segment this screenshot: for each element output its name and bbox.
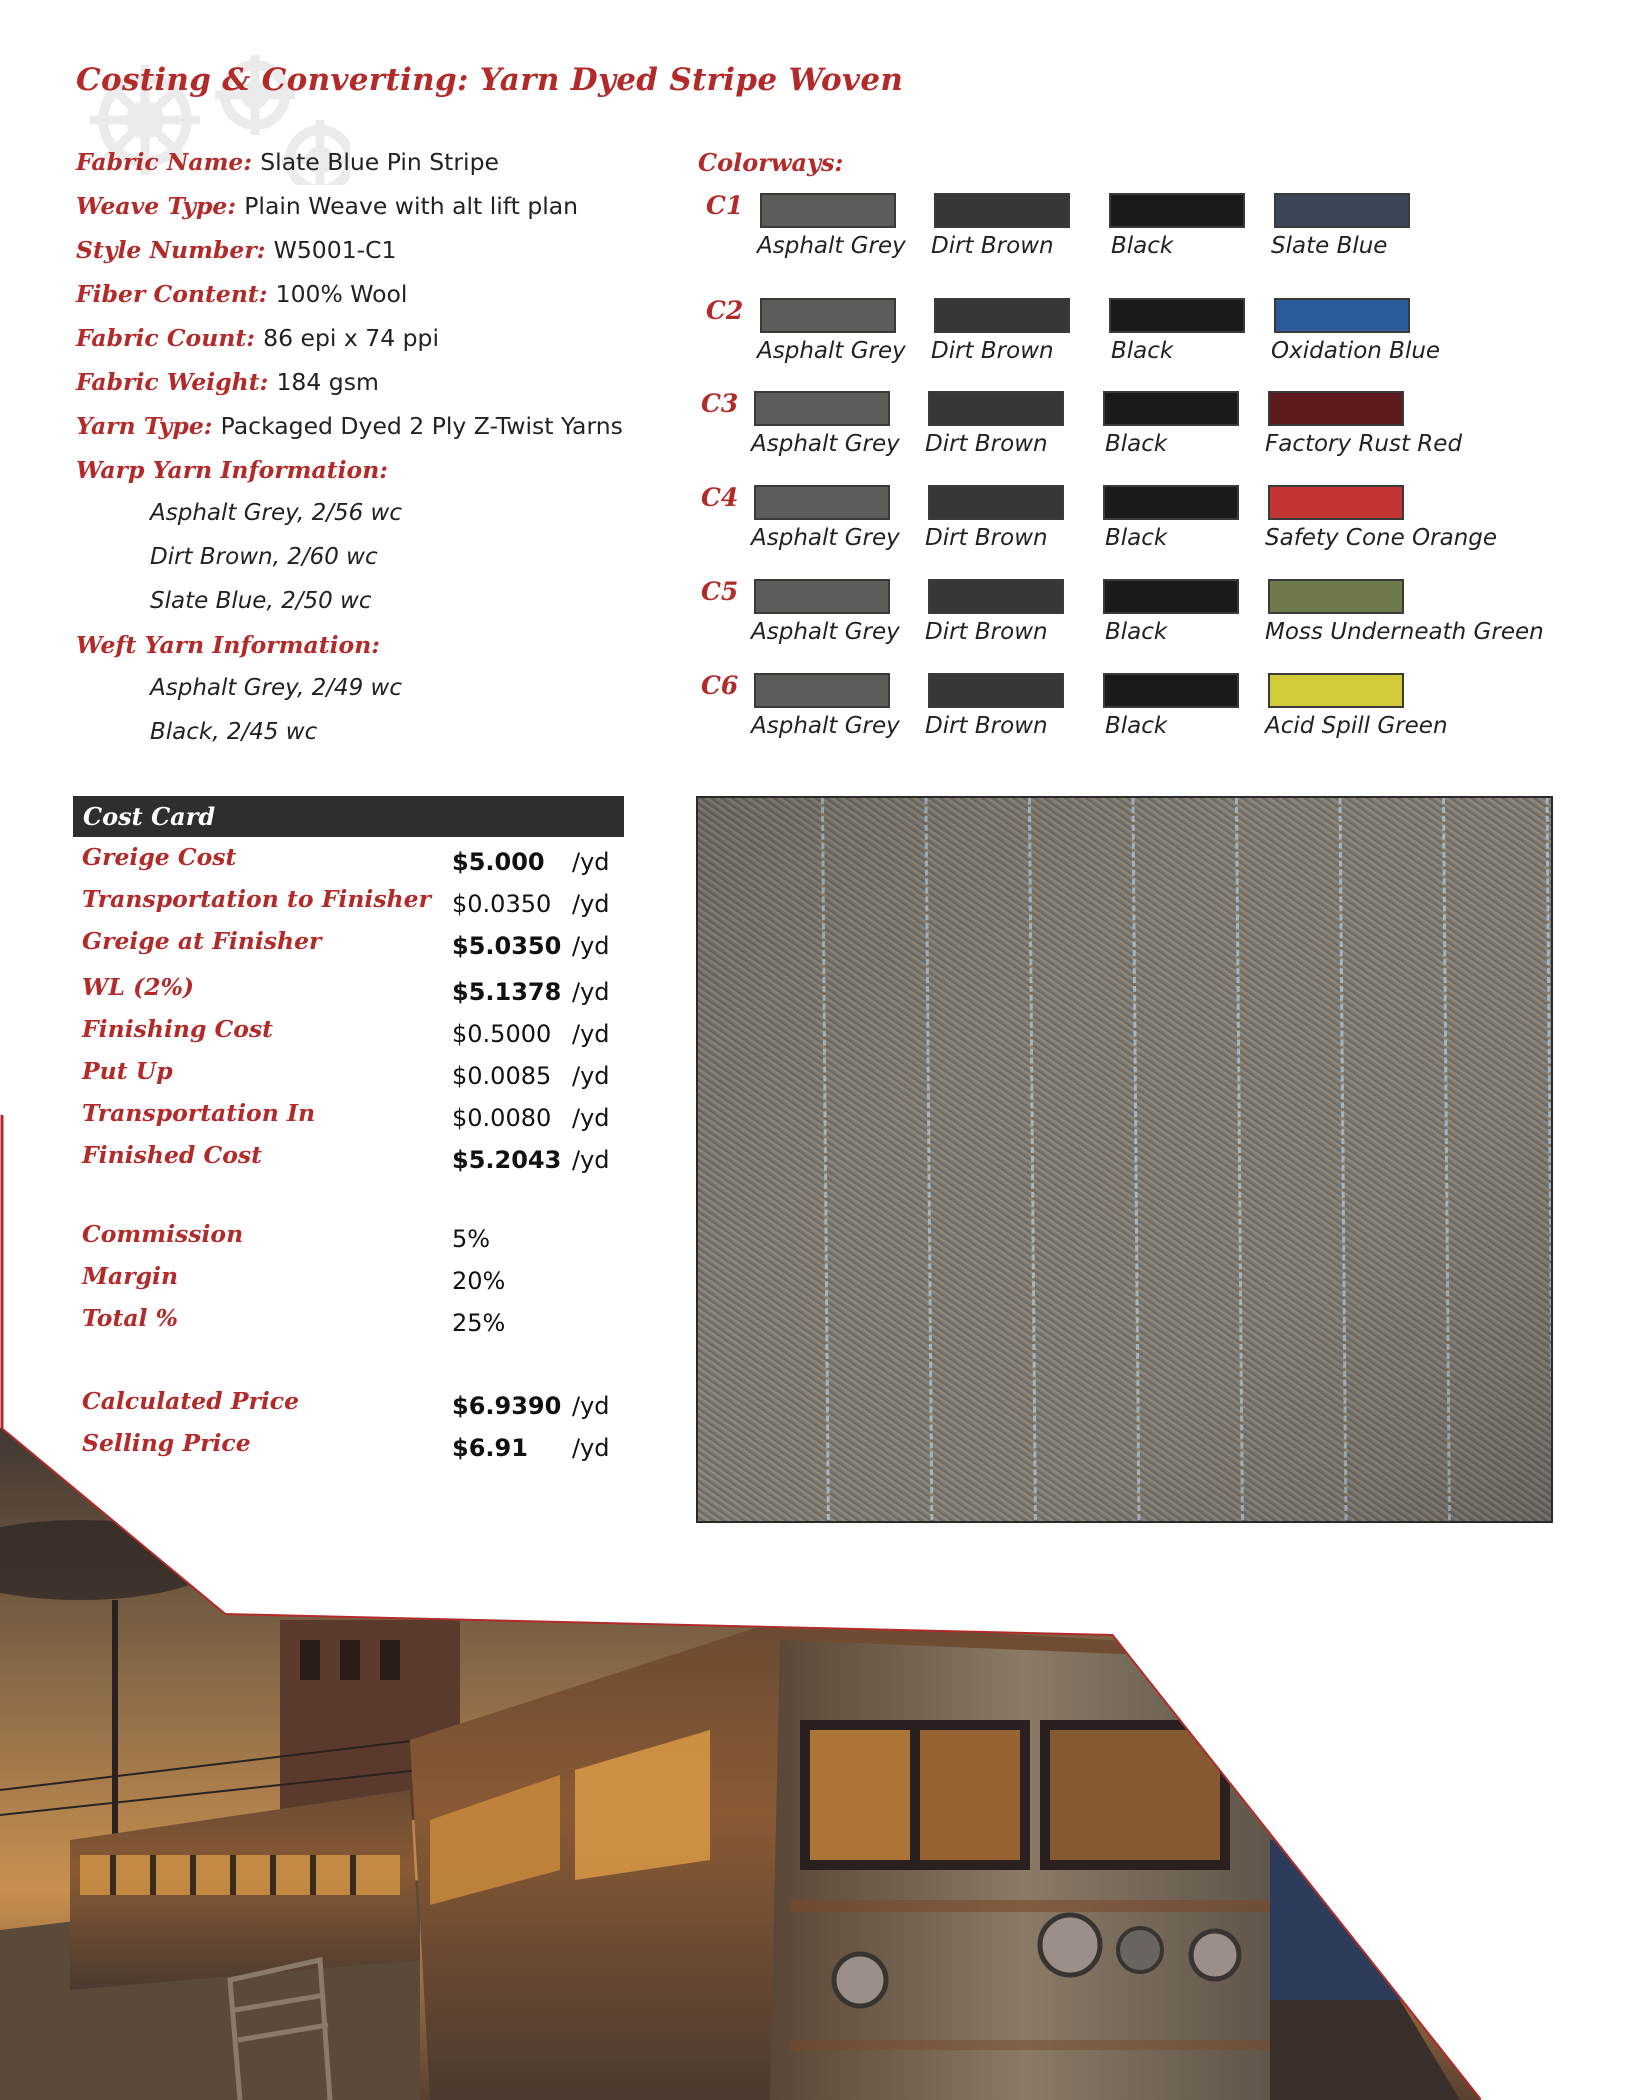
spec-value: Packaged Dyed 2 Ply Z-Twist Yarns xyxy=(220,412,623,440)
cost-row-label: Calculated Price xyxy=(82,1387,300,1415)
cost-row-value: $5.2043 xyxy=(452,1146,562,1174)
spec-label: Yarn Type: xyxy=(76,412,213,440)
cost-row-label: Finishing Cost xyxy=(82,1015,274,1043)
colorway-name: Asphalt Grey xyxy=(757,233,906,259)
cost-row-label: Greige Cost xyxy=(82,843,237,871)
colorway-name: Dirt Brown xyxy=(931,338,1054,364)
cost-row-value: $5.0350 xyxy=(452,932,562,960)
colorway-name: Asphalt Grey xyxy=(751,619,900,645)
cost-row-value: $6.9390 xyxy=(452,1392,562,1420)
colorway-name: Dirt Brown xyxy=(925,525,1048,551)
cost-row-unit: /yd xyxy=(572,1392,610,1420)
cost-row-unit: /yd xyxy=(572,1146,610,1174)
cost-row-label: Put Up xyxy=(82,1057,173,1085)
colorway-name: Asphalt Grey xyxy=(751,431,900,457)
cost-row-label: Margin xyxy=(82,1262,179,1290)
weft-yarn-heading: Weft Yarn Information: xyxy=(76,631,380,659)
cost-row-value: $5.000 xyxy=(452,848,545,876)
cost-row-value: $0.0085 xyxy=(452,1062,552,1090)
cost-row-unit: /yd xyxy=(572,1062,610,1090)
warp-yarn-item: Asphalt Grey, 2/56 wc xyxy=(150,500,403,526)
cost-row-unit: /yd xyxy=(572,890,610,918)
warp-yarn-item: Slate Blue, 2/50 wc xyxy=(150,588,372,614)
spec-label: Fabric Name: xyxy=(76,148,253,176)
colorway-code: C5 xyxy=(701,577,739,606)
cost-row-label: Transportation In xyxy=(82,1099,316,1127)
cost-row-value: 20% xyxy=(452,1267,506,1295)
cost-row-value: 5% xyxy=(452,1225,491,1253)
spec-value: 100% Wool xyxy=(275,280,408,308)
cost-row-label: Greige at Finisher xyxy=(82,927,322,955)
cost-row-label: Finished Cost xyxy=(82,1141,262,1169)
spec-value: 184 gsm xyxy=(276,368,379,396)
colorway-name: Oxidation Blue xyxy=(1271,338,1441,364)
cost-row-value: $0.0080 xyxy=(452,1104,552,1132)
cost-row-unit: /yd xyxy=(572,978,610,1006)
colorway-code: C3 xyxy=(701,389,739,418)
spec-label: Fabric Weight: xyxy=(76,368,269,396)
spec-value: W5001-C1 xyxy=(273,236,397,264)
colorway-name: Asphalt Grey xyxy=(751,713,900,739)
cost-row-label: Transportation to Finisher xyxy=(82,885,431,913)
spec-label: Weave Type: xyxy=(76,192,237,220)
cost-row-unit: /yd xyxy=(572,1104,610,1132)
colorway-name: Asphalt Grey xyxy=(757,338,906,364)
cost-row-label: WL (2%) xyxy=(82,973,195,1001)
colorway-name: Black xyxy=(1111,233,1174,259)
cost-row-label: Selling Price xyxy=(82,1429,251,1457)
cost-row-value: $0.0350 xyxy=(452,890,552,918)
spec-value: Plain Weave with alt lift plan xyxy=(244,192,579,220)
cost-card-title: Cost Card xyxy=(83,802,216,831)
weft-yarn-item: Asphalt Grey, 2/49 wc xyxy=(150,675,403,701)
colorway-name: Black xyxy=(1105,431,1168,457)
spec-label: Fiber Content: xyxy=(76,280,268,308)
colorway-name: Black xyxy=(1111,338,1174,364)
colorway-name: Dirt Brown xyxy=(931,233,1054,259)
cost-row-unit: /yd xyxy=(572,932,610,960)
cost-row-unit: /yd xyxy=(572,1020,610,1048)
colorway-name: Dirt Brown xyxy=(925,619,1048,645)
cost-row-value: $6.91 xyxy=(452,1434,528,1462)
colorway-name: Moss Underneath Green xyxy=(1265,619,1544,645)
weft-yarn-item: Black, 2/45 wc xyxy=(150,719,318,745)
colorway-name: Safety Cone Orange xyxy=(1265,525,1498,551)
colorways-heading: Colorways: xyxy=(698,148,844,177)
cost-row-label: Commission xyxy=(82,1220,244,1248)
colorway-name: Black xyxy=(1105,713,1168,739)
colorway-name: Dirt Brown xyxy=(925,713,1048,739)
colorway-name: Dirt Brown xyxy=(925,431,1048,457)
colorway-name: Acid Spill Green xyxy=(1265,713,1448,739)
cost-row-value: $5.1378 xyxy=(452,978,562,1006)
colorway-name: Black xyxy=(1105,619,1168,645)
spec-label: Fabric Count: xyxy=(76,324,255,352)
colorway-name: Factory Rust Red xyxy=(1265,431,1463,457)
colorway-code: C1 xyxy=(706,191,744,220)
spec-value: 86 epi x 74 ppi xyxy=(263,324,439,352)
colorway-code: C2 xyxy=(706,296,744,325)
cost-row-unit: /yd xyxy=(572,848,610,876)
colorway-name: Black xyxy=(1105,525,1168,551)
colorway-name: Slate Blue xyxy=(1271,233,1388,259)
colorway-code: C6 xyxy=(701,671,739,700)
colorway-code: C4 xyxy=(701,483,739,512)
spec-label: Style Number: xyxy=(76,236,266,264)
colorway-name: Asphalt Grey xyxy=(751,525,900,551)
cost-row-value: $0.5000 xyxy=(452,1020,552,1048)
cost-row-value: 25% xyxy=(452,1309,506,1337)
spec-value: Slate Blue Pin Stripe xyxy=(260,148,499,176)
warp-yarn-heading: Warp Yarn Information: xyxy=(76,456,388,484)
page-title: Costing & Converting: Yarn Dyed Stripe Woven xyxy=(76,62,904,98)
cost-row-unit: /yd xyxy=(572,1434,610,1462)
warp-yarn-item: Dirt Brown, 2/60 wc xyxy=(150,544,378,570)
cost-row-label: Total % xyxy=(82,1304,178,1332)
